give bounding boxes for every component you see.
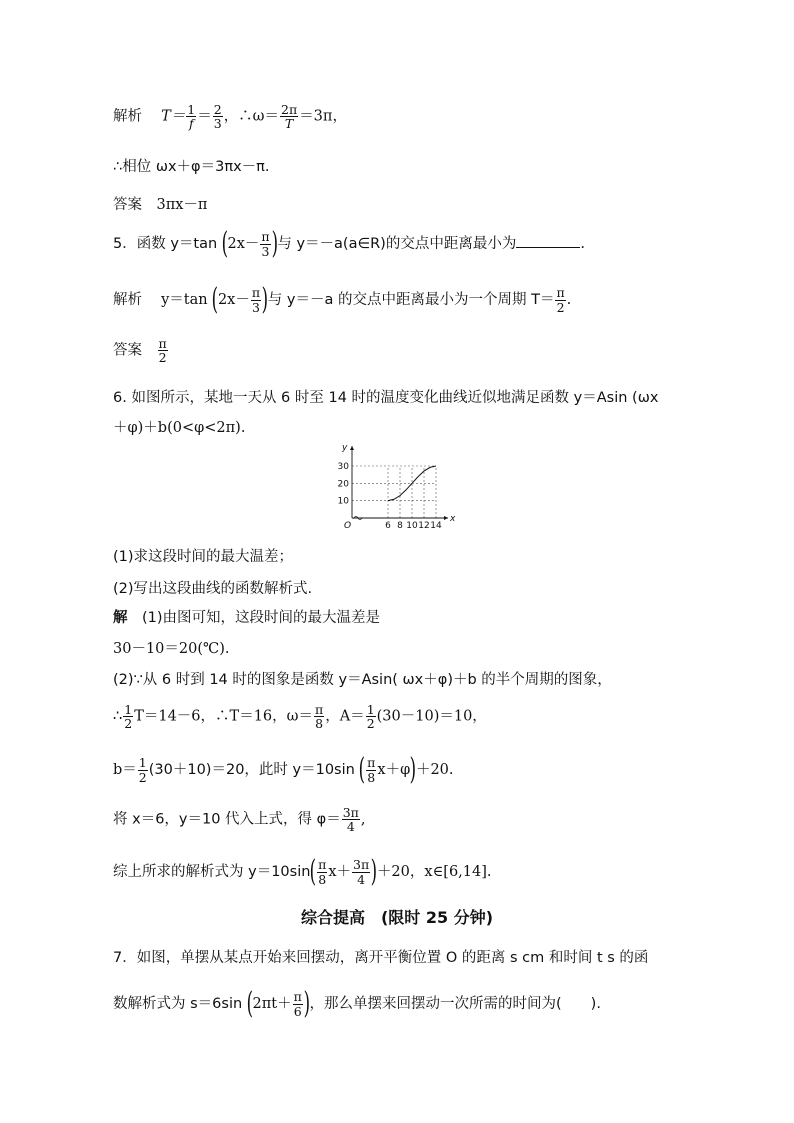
x-tick-label: 8: [397, 521, 403, 531]
q6-solution-5: 将 x＝6，y＝10 代入上式，得 φ＝ $\frac{3\pi}{4}$ ,: [113, 805, 366, 835]
fraction: $\frac{3\pi}{4}$: [342, 805, 359, 835]
analysis-label: 解析: [113, 292, 142, 308]
q7-line2: 数解析式为 s＝6sin (2πt＋ $\frac{\pi}{6}$ )，那么单摆来回摆动一次所需的时间为( ).: [113, 986, 601, 1021]
chart-axes: [350, 446, 448, 520]
fraction: $\frac{\pi}{8}$: [367, 755, 376, 785]
q6-solution-1: 解 (1)由图可知，这段时间的最大温差是: [113, 610, 381, 626]
answer-value: 3πx－π: [156, 197, 208, 213]
x-tick-label: 6: [385, 521, 391, 531]
q6-stem-line1: 6. 如图所示，某地一天从 6 时至 14 时的温度变化曲线近似地满足函数 y＝Asin (ωx: [113, 390, 659, 406]
q4-analysis-line: 解析 T＝ $\frac{1}{f}$ ＝ $\frac{2}{3}$ ，∴ω＝ $\frac{2\pi}{T}$ ＝3π，: [113, 102, 347, 132]
q6-solution-6: 综上所求的解析式为 y＝10sin( $\frac{\pi}{8}$ x＋ $\frac{3\pi}{4}$ )＋20，x∈[6,14].: [113, 854, 492, 889]
q4-phase-line: ∴相位 ωx＋φ＝3πx－π.: [113, 159, 270, 175]
q6-solution-4: b＝ $\frac{1}{2}$ (30＋10)＝20，此时 y＝10sin ( $\frac{\pi}{8}$ x＋φ)＋20.: [113, 752, 454, 787]
q6-sub2: (2)写出这段曲线的函数解析式.: [113, 581, 313, 597]
fraction: $\frac{2}{3}$: [213, 102, 222, 132]
answer-fraction: $\frac{\pi}{2}$: [158, 336, 167, 366]
y-axis-arrow: [350, 446, 354, 450]
y-tick-label: 30: [337, 462, 349, 472]
fraction: $\frac{\pi}{8}$: [318, 857, 327, 887]
y-tick-label: 10: [337, 496, 349, 507]
fraction: $\frac{1}{f}$: [187, 102, 196, 132]
q6-stem-line2: ＋φ)＋b(0<φ<2π).: [113, 420, 246, 436]
solution-label: 解: [113, 610, 128, 626]
fraction: $\frac{\pi}{6}$: [293, 989, 302, 1019]
q6-solution-calc: 30－10＝20(℃).: [113, 641, 230, 657]
fraction: $\frac{1}{2}$: [138, 755, 147, 785]
x-axis-arrow: [444, 516, 448, 520]
x-tick-label: 12: [418, 521, 430, 531]
analysis-label: 解析: [113, 108, 142, 125]
q7-line1: 7．如图，单摆从某点开始来回摆动，离开平衡位置 O 的距离 s cm 和时间 t s 的函: [113, 950, 649, 966]
q6-solution-3: ∴ $\frac{1}{2}$ T＝14－6，∴T＝16，ω＝ $\frac{\pi}{8}$ ，A＝ $\frac{1}{2}$ (30－10)＝10，: [113, 702, 487, 732]
answer-label: 答案: [113, 342, 142, 359]
fraction: $\frac{2\pi}{T}$: [281, 102, 298, 132]
fraction: $\frac{1}{2}$: [124, 702, 133, 732]
fraction: $\frac{\pi}{3}$: [251, 285, 261, 315]
section-heading: 综合提高 (限时 25 分钟): [300, 908, 494, 927]
chart-grid: [352, 466, 436, 518]
q6-solution-2: (2)∵从 6 时到 14 时的图象是函数 y＝Asin( ωx＋φ)＋b 的半个周期的图象，: [113, 672, 612, 688]
answer-label: 答案: [113, 197, 142, 213]
q4-answer-line: [113, 193, 207, 214]
fraction: $\frac{\pi}{2}$: [556, 285, 565, 315]
fraction: $\frac{3\pi}{4}$: [353, 857, 370, 887]
answer-blank: [516, 235, 580, 248]
y-axis-label: y: [342, 443, 348, 453]
x-tick-label: 10: [406, 521, 418, 531]
q5-analysis: 解析 y＝tan (2x－ $\frac{\pi}{3}$ )与 y＝－a 的交点中距离最小为一个周期 T＝ $\frac{\pi}{2}$ .: [113, 282, 572, 317]
q5-stem: 5．函数 y＝tan (2x－ $\frac{\pi}{3}$ )与 y＝－a(a∈R)的交点中距离最小为 .: [113, 226, 585, 261]
fraction: $\frac{1}{2}$: [366, 702, 375, 732]
x-tick-label: 14: [430, 521, 442, 531]
origin-label: O: [344, 521, 352, 531]
x-axis-label: x: [450, 514, 456, 524]
q6-sub1: (1)求这段时间的最大温差；: [113, 549, 294, 565]
fraction: $\frac{\pi}{3}$: [261, 229, 270, 259]
q5-answer: [113, 337, 169, 364]
y-tick-label: 20: [337, 479, 349, 490]
temperature-chart: [336, 442, 456, 532]
fraction: $\frac{\pi}{8}$: [314, 702, 324, 732]
